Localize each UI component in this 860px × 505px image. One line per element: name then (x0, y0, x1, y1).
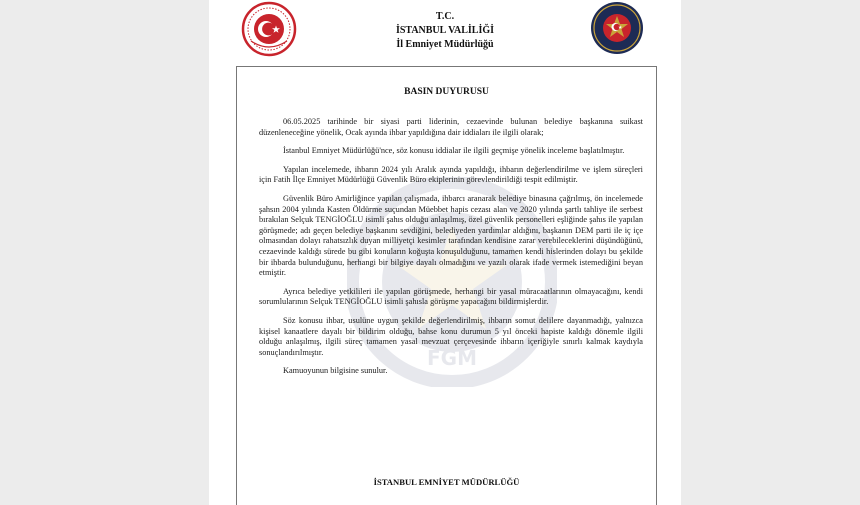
emniyet-police-seal-icon (590, 1, 644, 55)
press-release-body (259, 117, 643, 385)
institution-heading (329, 10, 561, 52)
press-release-title: BASIN DUYURUSU (404, 87, 489, 97)
paragraph: Güvenlik Büro Amirliğince yapılan çalışmada, ihbarcı aranarak belediye binasına çağrılmış, ön incelemede şahsın 2004 yılında Kasten Öldürme suçundan Müebbet hapis cezası alan ve 2020 yılında şartlı tahliye ile serbest bırakılan Selçuk TENGİOĞLU isimli şahıs olduğu anlaşılmış, özel güvenlik personelleri eşliğinde şahıs ile yapılan görüşmede; adı geçen belediye başkanını sevdiğini, belediyeden yardımlar aldığını, başkanın DEM parti ile iç içe olmasından dolayı rahatsızlık duyan milliyetçi kesimler tarafından kendisine zarar verebileceklerini düşündüğünü, cezaevinde kaldığı sürede bu gibi konuların koğuşta konuşulduğunu, tamamen kendi hislerinden dolayı bu şekilde bir ihbarda bulunduğunu, herhangi bir bilgiye dayalı olmadığını ve yazılı olarak ifade vermek istemediğini beyan etmiştir. (259, 193, 643, 278)
istanbul-valiligi-seal-icon (241, 1, 297, 57)
document-page (209, 0, 681, 505)
heading-line-tc: T.C. (435, 11, 455, 22)
paragraph: Yapılan incelemede, ihbarın 2024 yılı Aralık ayında yapıldığı, ihbarın değerlendirilme ve işlem süreçleri için Fatih İlçe Emniyet Müdürlüğü Güvenlik Büro ekiplerinin görevlendirildiği tespit edilmiştir. (259, 164, 643, 185)
press-release-frame (236, 66, 657, 505)
paragraph: İstanbul Emniyet Müdürlüğü'nce, söz konusu iddialar ile ilgili geçmişe yönelik inceleme başlatılmıştır. (283, 146, 625, 156)
heading-line-valilik: İSTANBUL VALİLİĞİ (395, 25, 495, 36)
paragraph: Söz konusu ihbar, usulüne uygun şekilde değerlendirilmiş, ihbarın somut delilere dayanmadığı, yalnızca kişisel kanaatlere dayalı bir bildirim olduğu, bahse konu durumun 5 yıl önceki hapiste kaldığı dönemle ilgili olduğu anlaşılmış, ilgili süreç tamamen yasal mevzuat çerçevesinde ihbarın içeriğiyle sınırlı kalmak kaydıyla sonuçlandırılmıştır. (259, 315, 643, 357)
letterhead (209, 0, 681, 60)
paragraph: Ayrıca belediye yetkilileri ile yapılan görüşmede, herhangi bir yasal müracaatlarının olmayacağını, kendi sorumlularının Selçuk TENGİOĞLU isimli şahısla görüşme yapacağını bildirmişlerdir. (259, 286, 643, 307)
heading-line-emniyet: İl Emniyet Müdürlüğü (396, 39, 494, 50)
watermark-text: FGM (427, 346, 477, 370)
signature-block: İSTANBUL EMNİYET MÜDÜRLÜĞÜ (373, 477, 520, 487)
paragraph: Kamuoyunun bilgisine sunulur. (283, 366, 388, 376)
paragraph: 06.05.2025 tarihinde bir siyasi parti liderinin, cezaevinde bulunan belediye başkanına suikast düzenleneceğine yönelik, Ocak ayında ihbar yapıldığına dair iddiaları ile ilgili olarak; (259, 117, 643, 137)
